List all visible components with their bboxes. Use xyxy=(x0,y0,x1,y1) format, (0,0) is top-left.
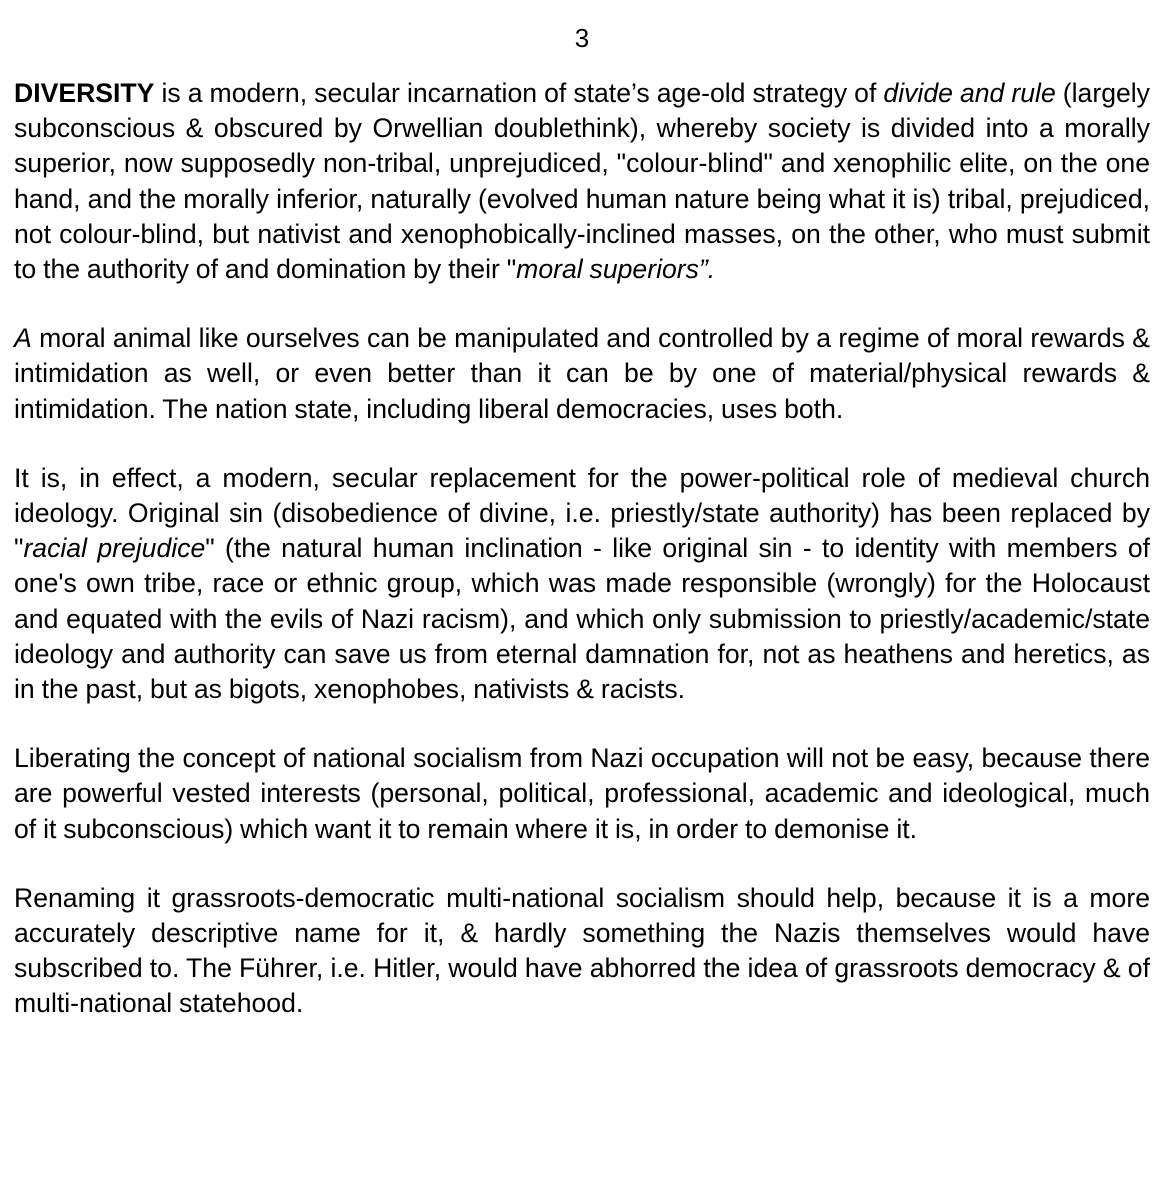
italic-text: racial prejudice xyxy=(23,533,206,564)
text-segment: Renaming it grassroots-democratic multi-national socialism should help, because it is a more accurately descriptive name for it, & hardly something the Nazis themselves would have subscribed to. The Führer, i.e. Hitler, would have abhorred the idea of grassroots democracy & of multi-national statehood. xyxy=(14,882,1150,1019)
document-body xyxy=(14,76,1150,1022)
text-segment: It is, in effect, a modern, secular replacement for the power-political role of medieval church ideology. Original sin (disobedience of divine, i.e. priestly/state authority) has been replaced by " xyxy=(14,462,1150,564)
text-segment: (largely subconscious & obscured by Orwellian doublethink), whereby society is divided into a morally superior, now supposedly non-tribal, unprejudiced, "colour-blind" and xenophilic elite, on the one hand, and the morally inferior, naturally (evolved human nature being what it is) tribal, prejudiced, not colour-blind, but nativist and xenophobically-inclined masses, on the other, who must submit to the authority of and domination by their " xyxy=(14,78,1150,285)
bold-text: DIVERSITY xyxy=(14,78,155,108)
paragraph-1 xyxy=(14,76,1150,287)
page-number: 3 xyxy=(574,23,590,53)
italic-text: A xyxy=(14,323,32,354)
italic-text: moral superiors”. xyxy=(516,254,716,285)
paragraph-5 xyxy=(14,881,1150,1022)
text-segment: " (the natural human inclination - like original sin - to identity with members of one's own tribe, race or ethnic group, which was made responsible (wrongly) for the Holocaust and equated with the evils of Nazi racism), and which only submission to priestly/academic/state ideology and authority can save us from eternal damnation for, not as heathens and heretics, as in the past, but as bigots, xenophobes, nativists & racists. xyxy=(14,533,1150,705)
text-segment: is a modern, secular incarnation of state’s age-old strategy of xyxy=(154,78,884,108)
paragraph-4 xyxy=(14,741,1150,847)
paragraph-3 xyxy=(14,461,1150,707)
text-segment: moral animal like ourselves can be manipulated and controlled by a regime of moral rewards & intimidation as well, or even better than it can be by one of material/physical rewards & intimidation. The nation state, including liberal democracies, uses both. xyxy=(14,323,1150,424)
text-segment: Liberating the concept of national socialism from Nazi occupation will not be easy, because there are powerful vested interests (personal, political, professional, academic and ideological, much of it subconscious) which want it to remain where it is, in order to demonise it. xyxy=(14,743,1150,844)
italic-text: divide and rule xyxy=(883,78,1056,108)
paragraph-2 xyxy=(14,321,1150,427)
